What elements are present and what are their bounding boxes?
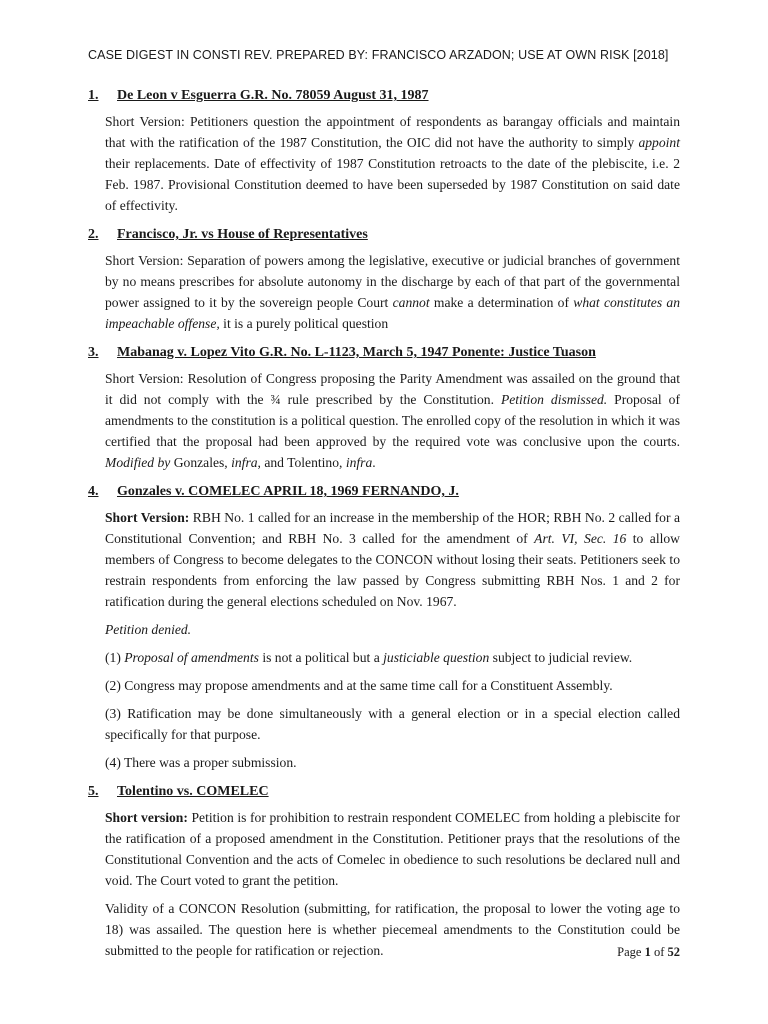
case-4	[88, 482, 680, 773]
case-paragraph: Short Version: Petitioners question the appointment of respondents as barangay officials and maintain that with the ratification of the 1987 Constitution, the OIC did not have the authority to simply appoint their replacements. Date of effectivity of 1987 Constitution retroacts to the date of the plebiscite, i.e. 2 Feb. 1987. Provisional Constitution deemed to have been superseded by 1987 Constitution on said date of effectivity.	[105, 114, 680, 213]
case-ruling-item: (2) Congress may propose amendments and at the same time call for a Constituent Assembly.	[105, 678, 613, 693]
case-title	[88, 86, 680, 106]
case-paragraph: Short version: Petition is for prohibition to restrain respondent COMELEC from holding a plebiscite for the ratification of a proposed amendment in the Constitution. Petitioner prays that the resolutions of the Constitutional Convention and the acts of Comelec in obedience to such resolutions be declared null and void. The Court voted to grant the petition.	[105, 810, 680, 888]
case-paragraph: Short Version: Resolution of Congress proposing the Parity Amendment was assailed on the ground that it did not comply with the ¾ rule prescribed by the Constitution. Petition dismissed. Proposal of amendments to the constitution is a political question. The enrolled copy of the resolution in which it was certified that the proposal had been approved by the required vote was conclusive upon the courts. Modified by Gonzales, infra, and Tolentino, infra.	[105, 371, 680, 470]
document-body	[88, 86, 680, 968]
case-title	[88, 225, 680, 245]
case-number: 3.	[88, 345, 99, 360]
page-label: Page	[617, 945, 642, 959]
case-1	[88, 86, 680, 216]
case-number: 5.	[88, 784, 99, 799]
case-title	[88, 782, 680, 802]
of-label: of	[653, 945, 665, 959]
page-footer	[617, 945, 680, 960]
page-number: 1	[644, 945, 651, 959]
case-disposition: Petition denied.	[105, 622, 192, 637]
case-title-text: Francisco, Jr. vs House of Representatives	[117, 227, 368, 242]
case-title-text: Tolentino vs. COMELEC	[117, 784, 269, 799]
case-ruling-item: (3) Ratification may be done simultaneously with a general election or in a special election called specifically for that purpose.	[105, 706, 680, 742]
case-ruling-item: (1) Proposal of amendments is not a political but a justiciable question subject to judicial review.	[105, 650, 633, 665]
case-title-text: Mabanag v. Lopez Vito G.R. No. L-1123, March 5, 1947 Ponente: Justice Tuason	[117, 345, 596, 360]
case-title	[88, 482, 680, 502]
case-paragraph: Short Version: Separation of powers among the legislative, executive or judicial branches of government by no means prescribes for absolute autonomy in the discharge by each of that part of the governmental power assigned to it by the sovereign people Court cannot make a determination of what constitutes an impeachable offense, it is a purely political question	[105, 253, 680, 331]
case-title-text: Gonzales v. COMELEC APRIL 18, 1969 FERNANDO, J.	[117, 484, 459, 499]
case-number: 1.	[88, 88, 99, 103]
case-3	[88, 343, 680, 473]
page-total: 52	[667, 945, 680, 959]
page-header: CASE DIGEST IN CONSTI REV. PREPARED BY: FRANCISCO ARZADON; USE AT OWN RISK [2018]	[88, 48, 669, 62]
case-ruling-item: (4) There was a proper submission.	[105, 755, 297, 770]
case-5	[88, 782, 680, 961]
case-2	[88, 225, 680, 334]
case-paragraph: Short Version: RBH No. 1 called for an increase in the membership of the HOR; RBH No. 2 called for a Constitutional Convention; and RBH No. 3 called for the amendment of Art. VI, Sec. 16 to allow members of Congress to become delegates to the CONCON without losing their seats. Petitioners seek to restrain respondents from enforcing the law passed by Congress submitting RBH Nos. 1 and 2 for ratification during the general elections scheduled on Nov. 1967.	[105, 510, 680, 609]
case-title	[88, 343, 680, 363]
case-title-text: De Leon v Esguerra G.R. No. 78059 August 31, 1987	[117, 88, 429, 103]
case-paragraph: Validity of a CONCON Resolution (submitting, for ratification, the proposal to lower the voting age to 18) was assailed. The question here is whether piecemeal amendments to the Constitution could be submitted to the people for ratification or rejection.	[105, 901, 680, 958]
case-number: 2.	[88, 227, 99, 242]
case-number: 4.	[88, 484, 99, 499]
